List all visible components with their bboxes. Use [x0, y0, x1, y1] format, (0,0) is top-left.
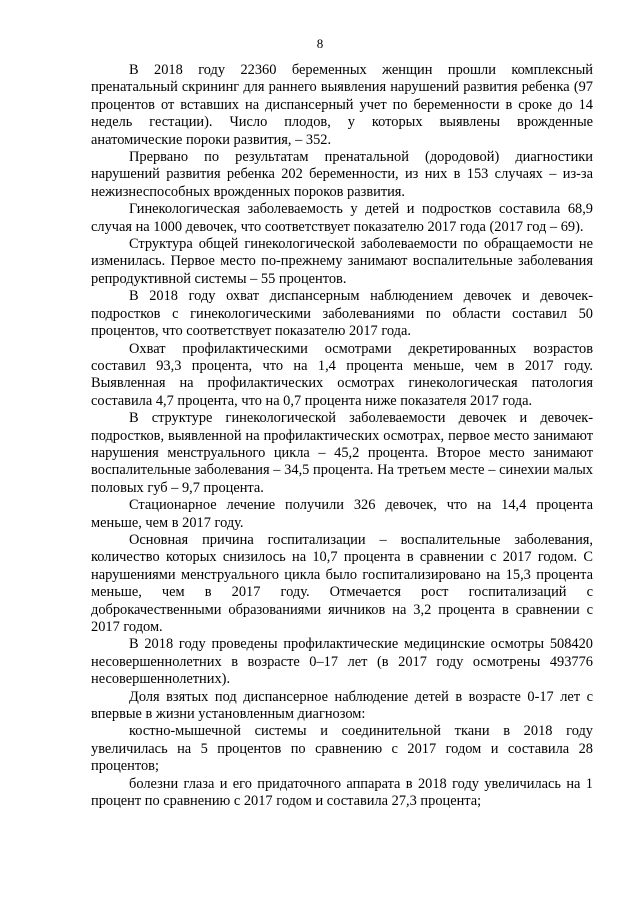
paragraph: Основная причина госпитализации – воспалительные заболевания, количество которых снизилось на 10,7 процента в сравнении с 2017 годом. С нарушениями менструального цикла было госпитализировано на 15,3 процента меньше, чем в 2017 году. Отмечается рост госпитализаций с доброкачественными образованиями яичников на 3,2 процента в сравнении с 2017 годом.: [91, 531, 593, 635]
paragraph: болезни глаза и его придаточного аппарата в 2018 году увеличилась на 1 процент по сравнению с 2017 годом и составила 27,3 процента;: [91, 775, 593, 810]
paragraph: В структуре гинекологической заболеваемости девочек и девочек-подростков, выявленной на профилактических осмотрах, первое место занимают нарушения менструального цикла – 45,2 процента. Второе место занимают воспалительные заболевания – 34,5 процента. На третьем месте – синехии малых половых губ – 9,7 процента.: [91, 410, 593, 496]
paragraph: Доля взятых под диспансерное наблюдение детей в возрасте 0-17 лет с впервые в жизни установленным диагнозом:: [91, 688, 593, 723]
paragraph: Структура общей гинекологической заболеваемости по обращаемости не изменилась. Первое место по-прежнему занимают воспалительные заболевания репродуктивной системы – 55 процентов.: [91, 236, 593, 287]
paragraph: В 2018 году проведены профилактические медицинские осмотры 508420 несовершеннолетних в возрасте 0–17 лет (в 2017 году осмотрены 493776 несовершеннолетних).: [91, 636, 593, 688]
paragraph: В 2018 году охват диспансерным наблюдением девочек и девочек-подростков с гинекологическими заболеваниями по области составил 50 процентов, что соответствует показателю 2017 года.: [91, 288, 593, 340]
paragraph: Прервано по результатам пренатальной (дородовой) диагностики нарушений развития ребенка 202 беременности, из них в 153 случаях – из-за нежизнеспособных врожденных пороков развития.: [91, 149, 593, 200]
body-text: [91, 62, 593, 810]
paragraph: костно-мышечной системы и соединительной ткани в 2018 году увеличилась на 5 процентов по сравнению с 2017 годом и составила 28 процентов;: [91, 723, 593, 775]
paragraph: Стационарное лечение получили 326 девочек, что на 14,4 процента меньше, чем в 2017 году.: [91, 497, 593, 531]
paragraph: Охват профилактическими осмотрами декретированных возрастов составил 93,3 процента, что на 1,4 процента меньше, чем в 2017 году. Выявленная на профилактических осмотрах гинекологическая патология составила 4,7 процента, что на 0,7 процента ниже показателя 2017 года.: [91, 340, 593, 409]
page-number: 8: [316, 36, 324, 51]
paragraph: Гинекологическая заболеваемость у детей и подростков составила 68,9 случая на 1000 девочек, что соответствует показателю 2017 года (2017 год – 69).: [91, 201, 593, 235]
paragraph: В 2018 году 22360 беременных женщин прошли комплексный пренатальный скрининг для раннего выявления нарушений развития ребенка (97 процентов от вставших на диспансерный учет по беременности в сроке до 14 недель гестации). Число плодов, у которых выявлены врожденные анатомические пороки развития, – 352.: [91, 62, 593, 148]
